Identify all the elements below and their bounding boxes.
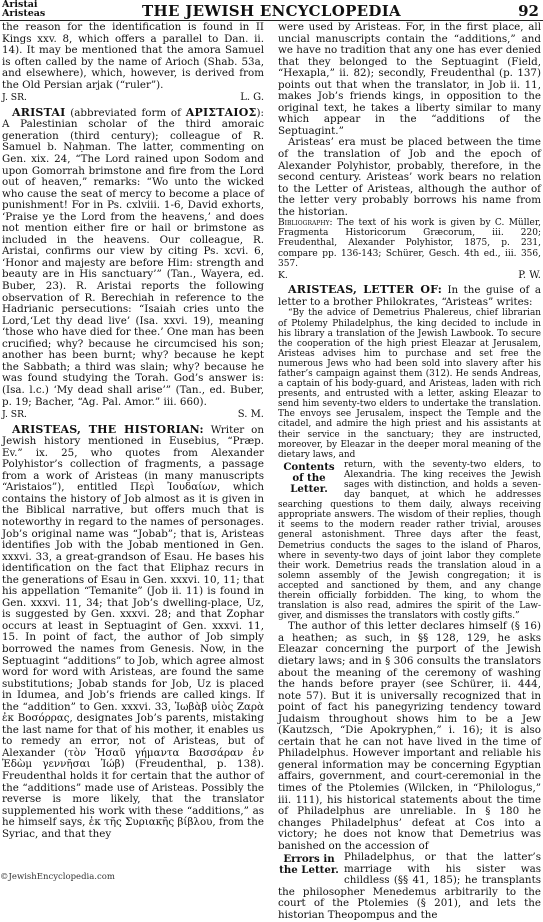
bibliography-body: The text of his work is given by C. Müller, Fragmenta Historicorum Græcorum, iii. 220; Freudenthal, Alexander Polyhistor, 1875, p. 231, compare pp. 136-143; Schürer, Gesch. 4th ed., iii. 356, 357. [278, 218, 541, 269]
page-header [0, 0, 543, 22]
entry-aristai-body: ): A Palestinian scholar of the third amoraic generation (third century); colleague of R. Samuel b. Naḥman. The latter, commenting on Gen. xix. 24, “The Lord rained upon Sodom and upon Gomorrah brimstone and fire from the Lord out of heaven,” remarks: “Wo unto the wicked who cause the seat of mercy to become a place of punishment! For in Ps. cxlviii. 1-6, David exhorts, ‘Praise ye the Lord from the heavens,’ and does not mention either fire or hail or brimstone as included in the heavens. Our colleague, R. Aristai, confirms our view by citing Ps. xcvi. 6, ‘Honor and majesty are before Him: strength and beauty are in His sanctuary’” (Tan., Wayera, ed. Buber, 23). R. Aristai reports the following observation of R. Berechiah in reference to the Hadrianic persecutions: “Isaiah cries unto the Lord,‘Let thy dead live’ (Isa. xxvi. 19), meaning ‘those who have died for thee.’ One man has been crucified; why? because he circumcised his son; another has been burnt; why? because he kept the Sabbath; a third was slain; why? because he was found studying the Torah. God’s answer is: (Isa. l.c.) ‘My dead shall arise’” (Tan., ed. Buber, p. 19; Bacher, “Ag. Pal. Amor.” iii. 660). [2, 106, 264, 408]
paragraph: The author of this letter declares himself (§ 16) a heathen; as such, in §§ 128, 129, he asks Eleazar concerning the purport of the Jewish dietary laws; and in § 306 consults the translators about the meaning of the ceremony of washing the hands before prayer (see Schürer, ii. 444, note 57). But it is universally recognized that in point of fact his panegyrizing tendency toward Judaism throughout shows him to be a Jew (Kautzsch, “Die Apokryphen,” i. 16); it is also certain that he can not have lived in the time of Philadelphus. However important and reliable his general information may be concerning Egyptian affairs, government, and court-ceremonial in the times of the Ptolemies (Wilcken, in “Philologus,” iii. 111), his historical statements about the time of Philadelphus are unreliable. In § 180 he changes Philadelphus’ defeat at Cos into a victory; he does not know that Demetrius was banished on the accession of [278, 620, 541, 852]
entry-aristai-greek: ΑΡΙΣΤΑΙΟΣ [185, 105, 257, 119]
bibliography-label: Bibliography: [278, 218, 333, 229]
entry-letter-body: In the guise of a letter to a brother Philokrates, “Aristeas” writes: [278, 284, 541, 308]
signature-initials-right: L. G. [240, 92, 264, 104]
running-head-first: Aristai [2, 0, 38, 10]
page-title: THE JEWISH ENCYCLOPEDIA [142, 2, 401, 20]
entry-title-aristai: ARISTAI [12, 105, 66, 119]
block-quote-continued: return, with the seventy-two elders, to Alexandria. The king receives the Jewish sages with distinction, and holds a seven-day banquet, at which he addresses searching questions to them daily, always receiving appropriate answers. The wisdom of their replies, though it seems to the modern reader rather trivial, arouses general astonishment. Three days after the feast, Demetrius conducts the sages to the island of Pharos, where in seventy-two days of joint labor they complete their work. Demetrius reads the translation aloud in a solemn assembly of the Jewish congregation; it is accepted and sanctioned by them, and any change therein officially forbidden. The king, to whom the translation is also read, admires the spirit of the Law-giver, and dismisses the translators with costly gifts.” [278, 459, 541, 622]
signature-initials-left: J. SR. [2, 92, 27, 104]
running-head-last: Aristeas [2, 8, 46, 19]
paragraph-continued: Philadelphus, or that the latter’s marriage with his sister was childless (§§ 41, 185); he transplants the philosopher Menedemus arbitrarily to the court of the Ptolemies (§ 201), and lets the historian Theopompus and the [278, 851, 541, 921]
continued-paragraph: the reason for the identification is found in II Kings xxv. 8, which offers a parallel to Dan. ii. 14). It may be mentioned that the amora Samuel is often called by the name of Arioch (Shab. 53a, and elsewhere), which, however, is derived from the Old Persian arjak (“ruler”). [2, 21, 264, 91]
margin-note-errors: Errors in the Letter. [279, 853, 339, 877]
entry-title-letter: ARISTEAS, LETTER OF: [288, 283, 442, 297]
paragraph: Aristeas’ era must be placed between the time of the translation of Job and the epoch of Alexander Polyhistor, probably, therefore, in the second century. Aristeas’ work bears no relation to the Letter of Aristeas, although the author of the letter very probably borrows his name from the historian. [278, 136, 541, 218]
signature-initials-right: P. W. [518, 269, 541, 281]
signature-initials-right: S. M. [237, 409, 264, 421]
signature-initials-left: K. [278, 269, 288, 281]
signature-line [278, 270, 541, 282]
entry-title-historian: ARISTEAS, THE HISTORIAN: [12, 422, 204, 436]
entry-aristai-sub: (abbreviated form of [65, 106, 186, 119]
margin-note-contents: Contents of the Letter. [283, 460, 335, 495]
signature-line [2, 92, 264, 104]
signature-initials-left: J. SR. [2, 409, 27, 421]
entry-historian-body: Writer on Jewish history mentioned in Eusebius, “Præp. Ev.” ix. 25, who quotes from Alexander Polyhistor’s collection of fragments, a passage from a work of Aristeas (in many manuscripts “Aristaios”), entitled Περὶ Ἰουδαίων, which contains the history of Job almost as it is given in the Biblical narrative, but offers much that is noteworthy in regard to the names of personages. Job’s original name was “Jobab”; that is, Aristeas identifies Job with the Jobab mentioned in Gen. xxxvi. 33, a great-grandson of Esau. He bases his identification on the fact that Eliphaz recurs in the generations of Esau in Gen. xxxvi. 10, 11; that his appellation “Temanite” (Job ii. 11) is found in Gen. xxxvi. 11, 34; that Job’s dwelling-place, Uz, is suggested by Gen. xxxvi. 28; and that Zophar occurs at least in Septuagint of Gen. xxxvi. 11, 15. In point of fact, the author of Job simply borrowed the names from Genesis. Now, in the Septuagint “additions” to Job, which agree almost word for word with Aristeas, are found the same substitutions; Jobab stands for Job, Uz is placed in Idumea, and Job’s friends are called kings. If the “addition” to Gen. xxxvi. 33, Ἰωβὰβ υἱὸς Ζαρὰ ἐκ Βοσόρρας, designates Job’s parents, mistaking the last name for that of his mother, it enables us to remedy an error, not of Aristeas, but of Alexander (τὸν Ἠσαῦ γήμαντα Βασσάραν ἐν Ἐδὼμ γεννῆσαι Ἰώβ) (Freudenthal, p. 138). Freudenthal holds it for certain that the author of the “additions” made use of Aristeas. Possibly the reverse is more likely, that the translator supplemented his work with these “additions,” as he himself says, ἐκ τῆς Συριακῆς βίβλου, from the Syriac, and that they [2, 423, 264, 840]
entry-letter-of-aristeas [278, 284, 541, 308]
bibliography [278, 218, 541, 268]
continued-paragraph: were used by Aristeas. For, in the first place, all uncial manuscripts contain the “additions,” and we have no tradition that any one has ever denied that they belonged to the Septuagint (Field, “Hexapla,” ii. 82); secondly, Freudenthal (p. 137) points out that when the translator, in Job ii. 11, makes Job’s friends kings, in opposition to the original text, he takes a liberty similar to many which appear in the “additions of the Septuagint.” [278, 21, 541, 137]
entry-aristeas-historian [2, 424, 264, 841]
signature-line [2, 409, 264, 421]
entry-aristai [2, 107, 264, 408]
block-quote: “By the advice of Demetrius Phalereus, chief librarian of Ptolemy Philadelphus, the king decided to include in his library a translation of the Jewish Lawbook. To secure the cooperation of the high priest Eleazar at Jerusalem, Aristeas advises him to purchase and set free the numerous Jews who had been sold into slavery after his father’s campaign against them (312). He sends Andreas, a captain of his body-guard, and Aristeas, laden with rich presents, and entrusted with a letter, asking Eleazar to send him seventy-two elders to undertake the translation. The envoys see Jerusalem, inspect the Temple and the citadel, and admire the high priest and his assistants at their service in the sanctuary; they are instructed, moreover, by Eleazar in the deeper moral meaning of the dietary laws, and [278, 308, 541, 460]
left-column [2, 22, 264, 872]
right-column [278, 21, 541, 921]
copyright-footer: ©JewishEncyclopedia.com [0, 872, 115, 882]
page-number: 92 [518, 2, 539, 20]
